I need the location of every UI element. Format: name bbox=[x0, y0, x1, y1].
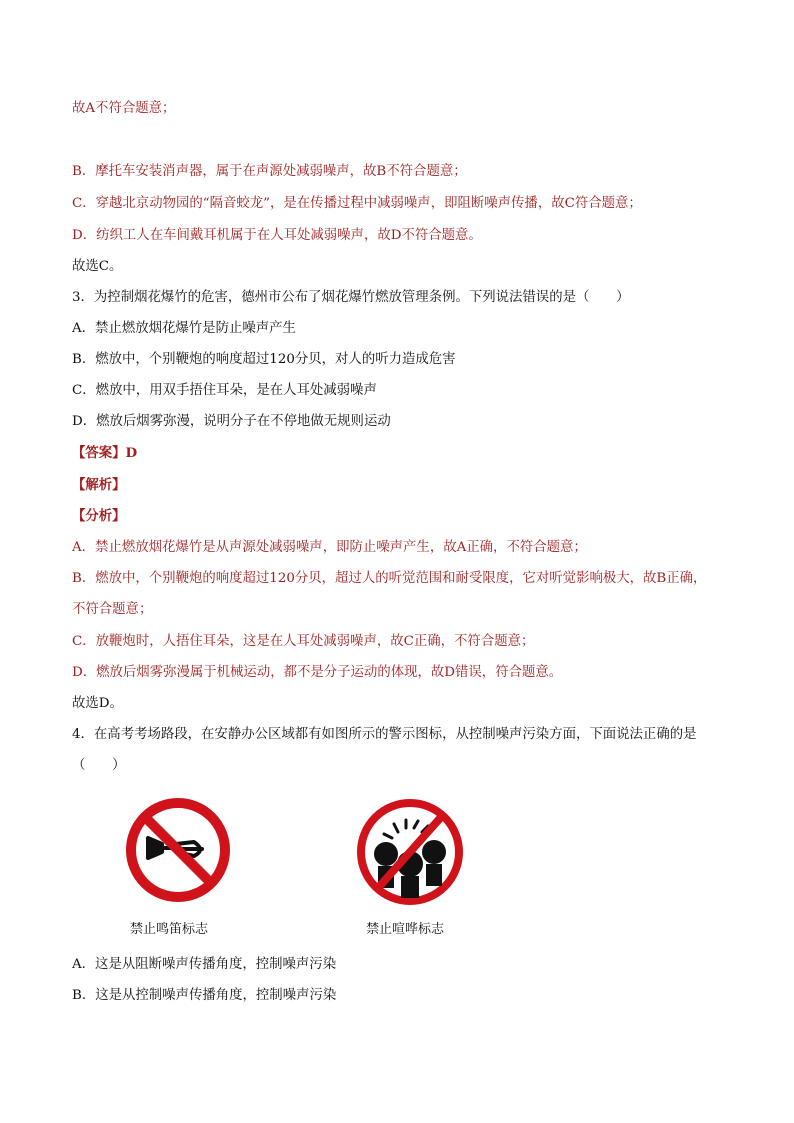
text-line-6: 3．为控制烟花爆竹的危害，德州市公布了烟花爆竹燃放管理条例。下列说法错误的是（ ） bbox=[72, 290, 630, 305]
text-line-8: B．燃放中，个别鞭炮的响度超过120分贝，对人的听力造成危害 bbox=[72, 352, 456, 367]
text-line-21: （ ） bbox=[72, 758, 126, 773]
text-line-17: C．放鞭炮时，人捂住耳朵，这是在人耳处减弱噪声，故C正确，不符合题意； bbox=[72, 634, 535, 649]
no-noise-caption: 禁止喧哗标志 bbox=[366, 922, 445, 937]
text-line-14: A．禁止燃放烟花爆竹是从声源处减弱噪声，即防止噪声产生，故A正确，不符合题意； bbox=[72, 540, 587, 555]
text-line-22: A．这是从阻断噪声传播角度，控制噪声污染 bbox=[72, 957, 337, 972]
text-line-16: 不符合题意； bbox=[72, 602, 153, 617]
text-line-11: 【答案】D bbox=[72, 445, 138, 461]
text-line-13: 【分析】 bbox=[72, 508, 126, 524]
text-line-23: B．这是从控制噪声传播角度，控制噪声污染 bbox=[72, 988, 337, 1003]
text-line-15: B．燃放中，个别鞭炮的响度超过120分贝，超过人的听觉范围和耐受限度，它对听觉影响极大，故B正确， bbox=[72, 571, 707, 586]
text-line-18: D．燃放后烟雾弥漫属于机械运动，都不是分子运动的体现，故D错误，符合题意。 bbox=[72, 665, 563, 680]
text-line-12: 【解析】 bbox=[72, 477, 126, 493]
no-horn-caption: 禁止鸣笛标志 bbox=[130, 922, 209, 937]
text-line-5: 故选C。 bbox=[72, 259, 123, 274]
text-line-9: C．燃放中，用双手捂住耳朵，是在人耳处减弱噪声 bbox=[72, 383, 377, 398]
text-line-7: A．禁止燃放烟花爆竹是防止噪声产生 bbox=[72, 321, 296, 336]
text-line-10: D．燃放后烟雾弥漫，说明分子在不停地做无规则运动 bbox=[72, 414, 391, 429]
no-horn-sign-icon bbox=[124, 796, 232, 904]
text-line-2: B．摩托车安装消声器，属于在声源处减弱噪声，故B不符合题意； bbox=[72, 164, 467, 179]
text-line-1: 故A不符合题意； bbox=[72, 101, 176, 116]
no-noise-sign-icon bbox=[354, 796, 466, 908]
text-line-3: C．穿越北京动物园的“隔音蛟龙”，是在传播过程中减弱噪声，即阻断噪声传播，故C符合题意； bbox=[72, 196, 642, 211]
text-line-20: 4．在高考考场路段，在安静办公区域都有如图所示的警示图标，从控制噪声污染方面，下面说法正确的是 bbox=[72, 727, 697, 742]
text-line-4: D．纺织工人在车间戴耳机属于在人耳处减弱噪声，故D不符合题意。 bbox=[72, 228, 482, 243]
text-line-19: 故选D。 bbox=[72, 696, 123, 711]
